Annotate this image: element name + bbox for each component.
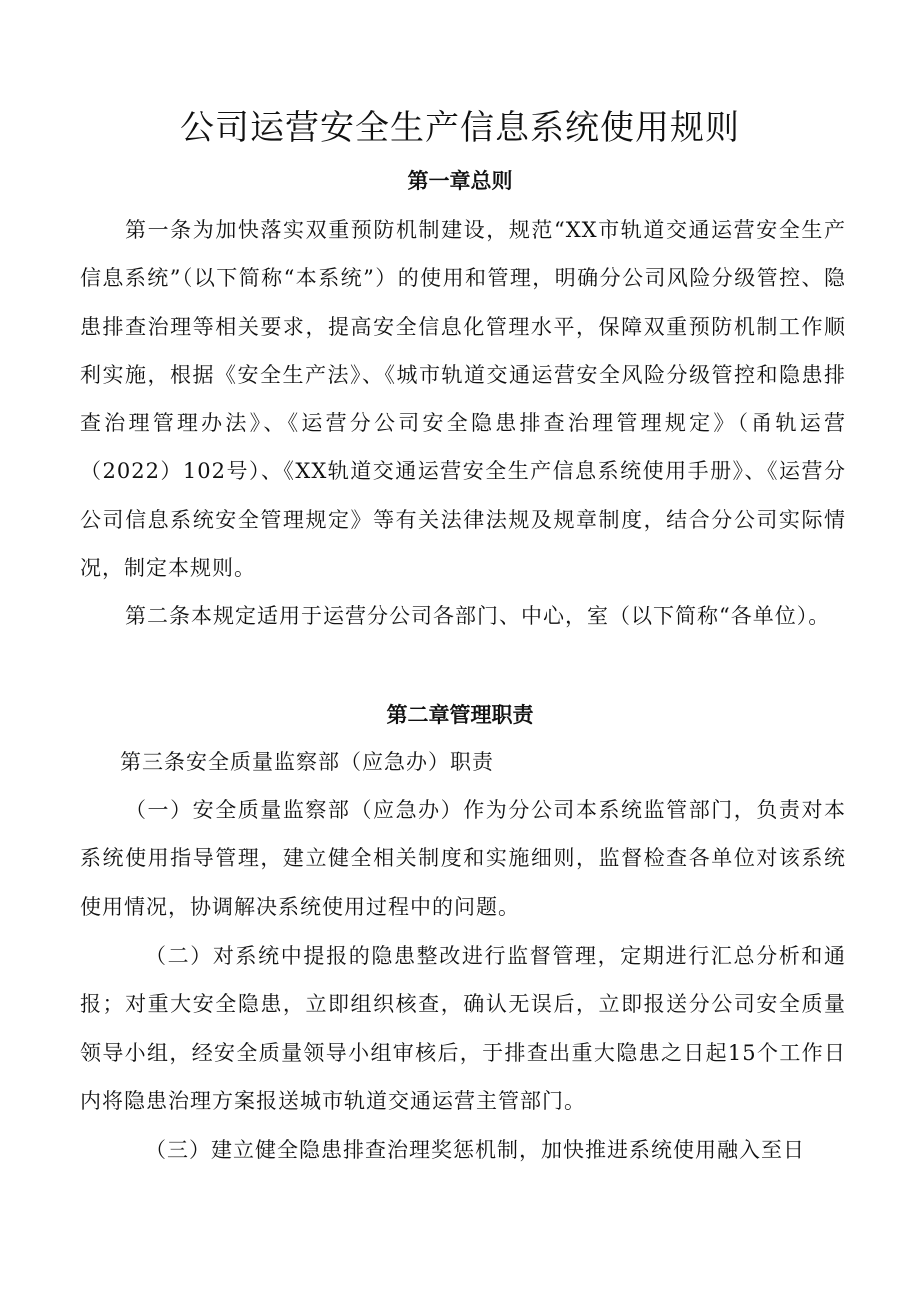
item-3-paragraph: （三）建立健全隐患排查治理奖惩机制，加快推进系统使用融入至日 bbox=[145, 1138, 805, 1162]
article-3-heading: 第三条安全质量监察部（应急办）职责 bbox=[120, 750, 494, 774]
article-1-paragraph: 第一条为加快落实双重预防机制建设，规范“XX市轨道交通运营安全生产信息系统”（以下简称“本系统”）的使用和管理，明确分公司风险分级管控、隐患排查治理等相关要求，提高安全信息化管理水平，保障双重预防机制工作顺利实施，根据《安全生产法》、《城市轨道交通运营安全风险分级管控和隐患排查治理管理办法》、《运营分公司安全隐患排查治理管理规定》（甬轨运营（2022）102号）、《XX轨道交通运营安全生产信息系统使用手册》、《运营分公司信息系统安全管理规定》等有关法律法规及规章制度，结合分公司实际情况，制定本规则。 bbox=[80, 218, 846, 581]
document-title: 公司运营安全生产信息系统使用规则 bbox=[180, 108, 740, 148]
item-2-paragraph: （二）对系统中提报的隐患整改进行监督管理，定期进行汇总分析和通报；对重大安全隐患，立即组织核查，确认无误后，立即报送分公司安全质量领导小组，经安全质量领导小组审核后，于排查出重大隐患之日起15个工作日内将隐患治理方案报送城市轨道交通运营主管部门。 bbox=[80, 944, 846, 1113]
article-2-paragraph: 第二条本规定适用于运营分公司各部门、中心，室（以下简称“各单位）。 bbox=[125, 604, 831, 628]
chapter-heading-responsibilities: 第二章管理职责 bbox=[386, 703, 534, 727]
item-1-paragraph: （一）安全质量监察部（应急办）作为分公司本系统监管部门，负责对本系统使用指导管理，建立健全相关制度和实施细则，监督检查各单位对该系统使用情况，协调解决系统使用过程中的问题。 bbox=[80, 798, 846, 919]
chapter-heading-general: 第一章总则 bbox=[407, 169, 513, 193]
